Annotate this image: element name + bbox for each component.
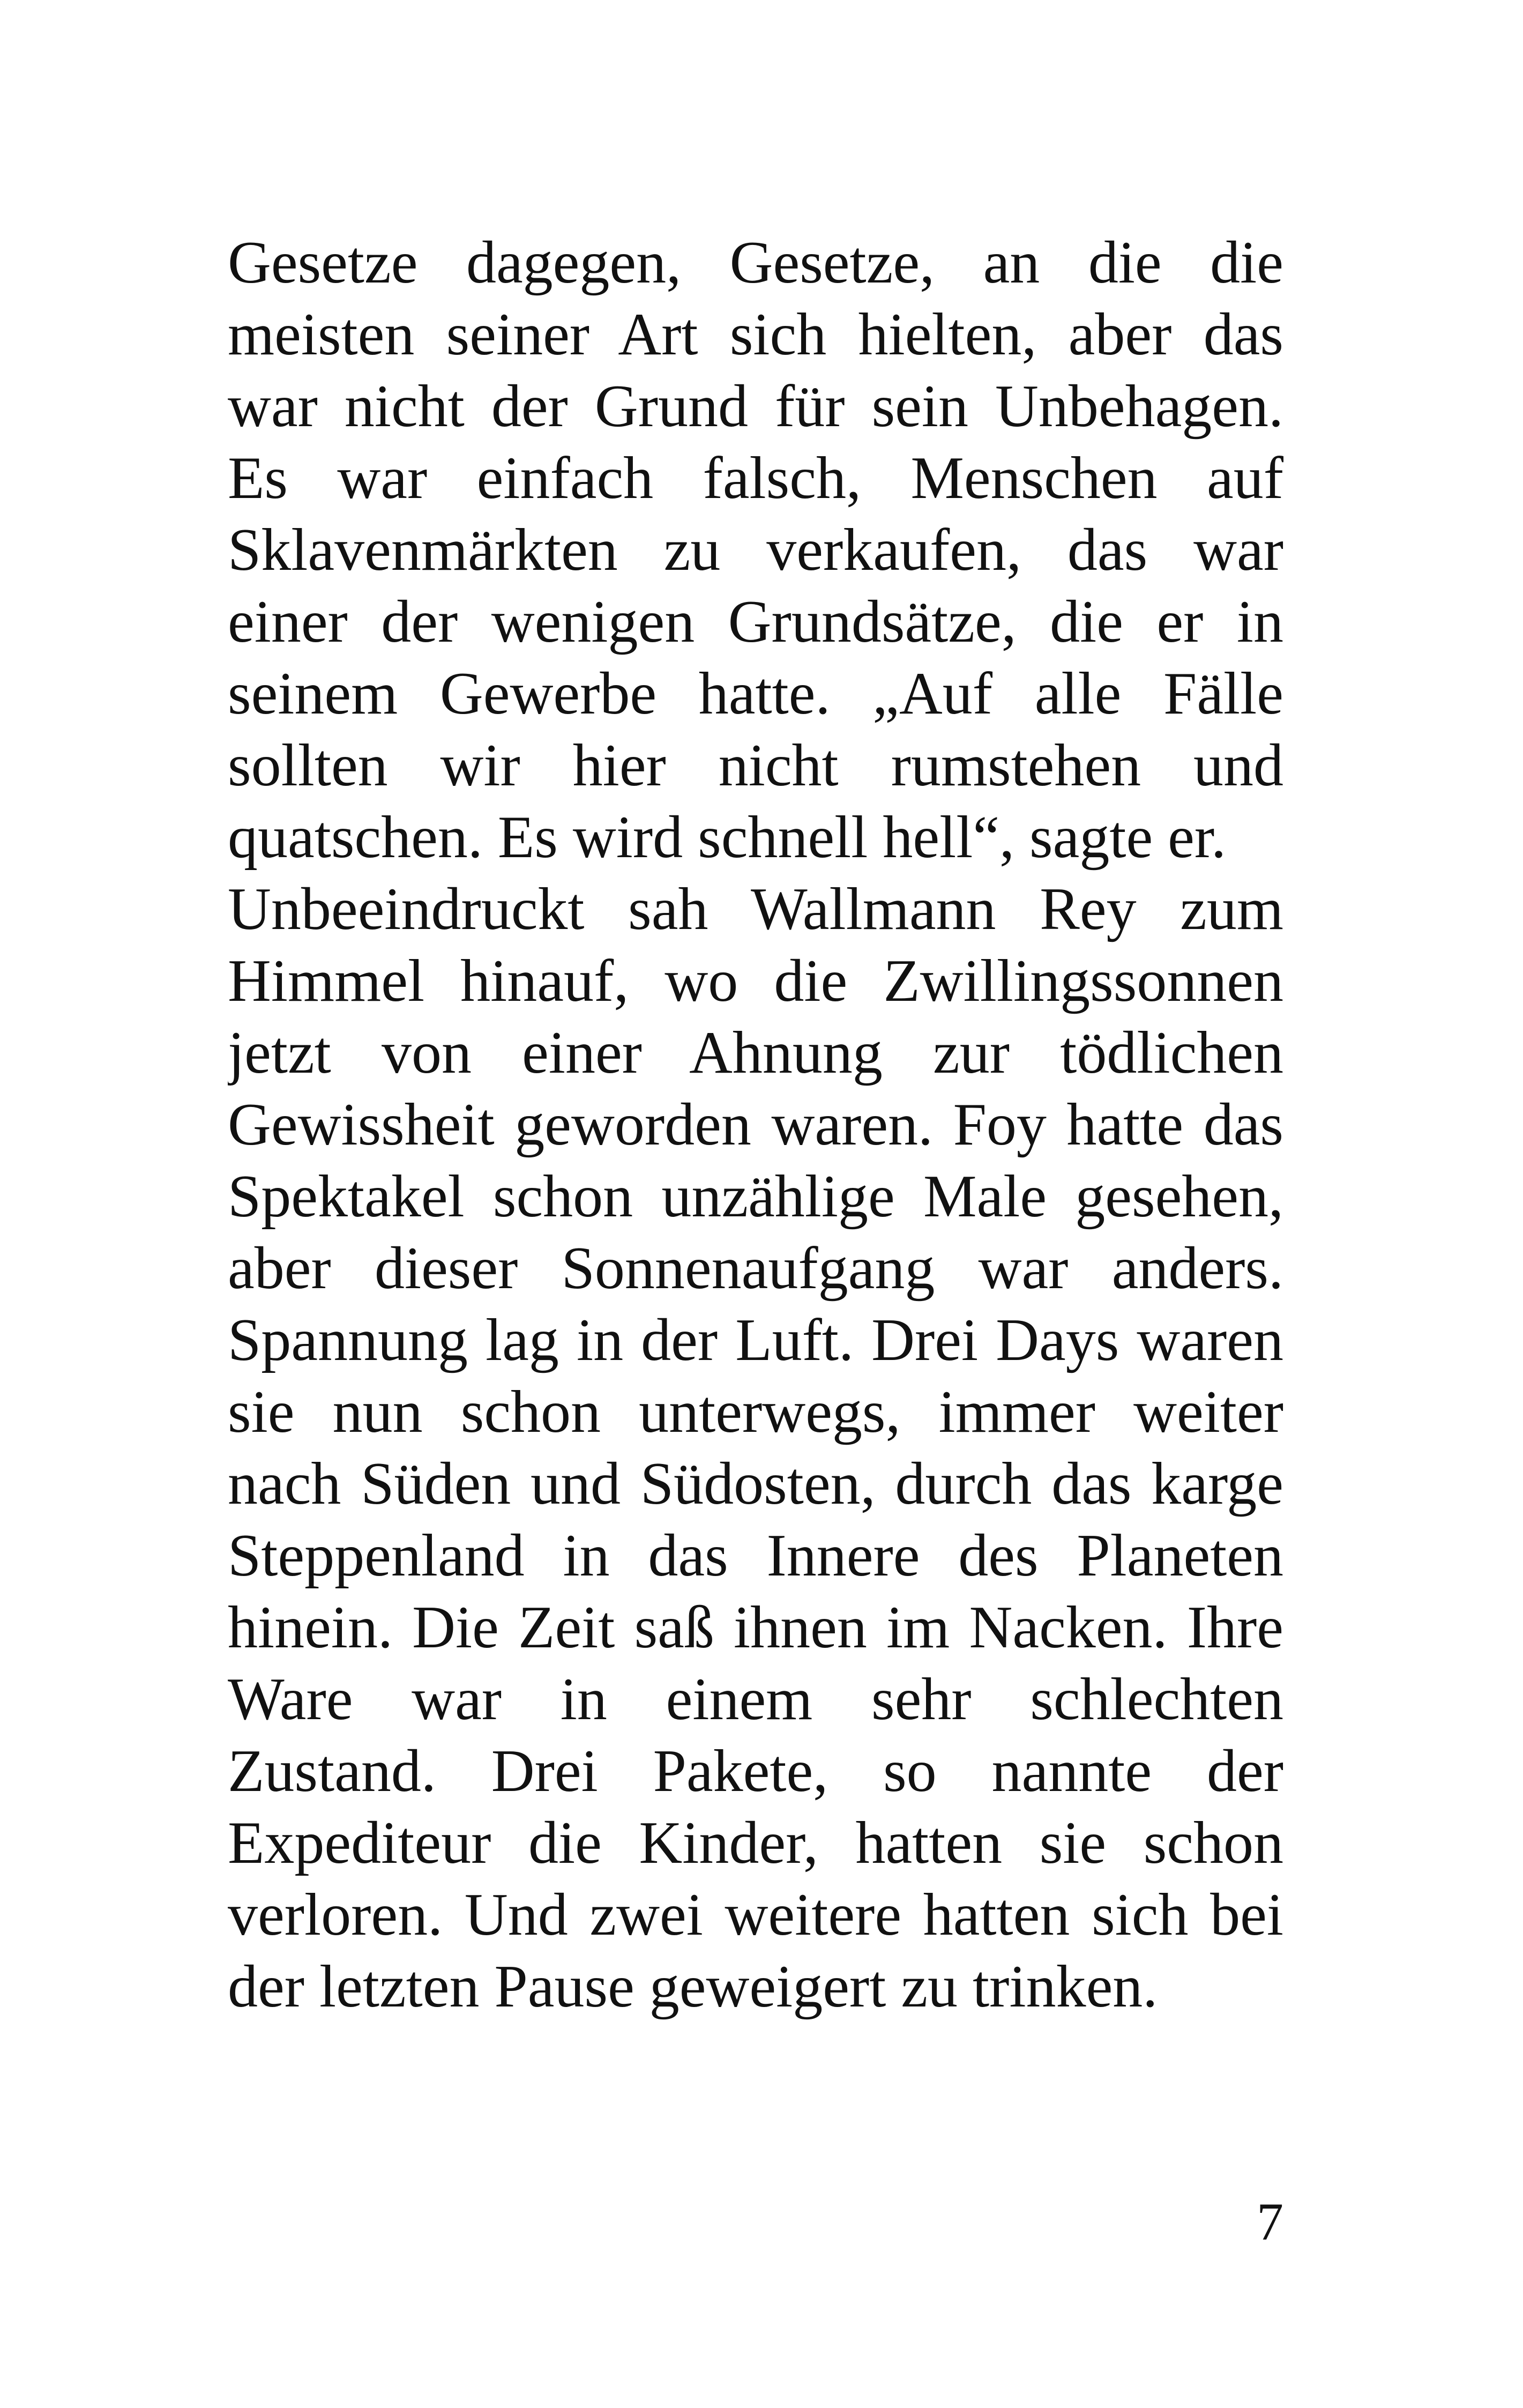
text-line: aber dieser Sonnenaufgang war anders. (228, 1235, 1283, 1302)
body-text (228, 227, 1283, 2023)
text-line: Zustand. Drei Pakete, so nannte der (228, 1738, 1283, 1804)
text-line: jetzt von einer Ahnung zur tödlichen (228, 1020, 1283, 1086)
text-line: sie nun schon unterwegs, immer weiter (228, 1379, 1283, 1445)
text-line: Ware war in einem sehr schlechten (228, 1666, 1283, 1733)
text-line: Spektakel schon unzählige Male gesehen, (228, 1163, 1283, 1230)
text-line: sollten wir hier nicht rumstehen und (228, 732, 1283, 799)
page-number: 7 (1257, 2192, 1283, 2251)
text-line: quatschen. Es wird schnell hell“, sagte er. (228, 804, 1226, 871)
text-line: der letzten Pause geweigert zu trinken. (228, 1953, 1158, 2020)
text-line: hinein. Die Zeit saß ihnen im Nacken. Ihre (228, 1594, 1283, 1661)
text-line: Spannung lag in der Luft. Drei Days waren (228, 1307, 1283, 1373)
text-line: seinem Gewerbe hatte. „Auf alle Fälle (228, 660, 1283, 727)
text-line: nach Süden und Südosten, durch das karge (228, 1451, 1283, 1517)
text-line: Es war einfach falsch, Menschen auf (228, 445, 1283, 511)
text-line: Steppenland in das Innere des Planeten (228, 1522, 1283, 1589)
text-line: Expediteur die Kinder, hatten sie schon (228, 1810, 1283, 1876)
text-line: Himmel hinauf, wo die Zwillingssonnen (228, 948, 1283, 1014)
text-line: Sklavenmärkten zu verkaufen, das war (228, 517, 1283, 583)
text-line: Unbeeindruckt sah Wallmann Rey zum (228, 876, 1283, 942)
text-line: war nicht der Grund für sein Unbehagen. (228, 373, 1283, 440)
text-line: Gewissheit geworden waren. Foy hatte das (228, 1091, 1283, 1158)
text-line: einer der wenigen Grundsätze, die er in (228, 589, 1283, 655)
text-line: meisten seiner Art sich hielten, aber das (228, 301, 1283, 368)
text-line: verloren. Und zwei weitere hatten sich bei (228, 1882, 1283, 1948)
text-line: Gesetze dagegen, Gesetze, an die die (228, 229, 1283, 296)
